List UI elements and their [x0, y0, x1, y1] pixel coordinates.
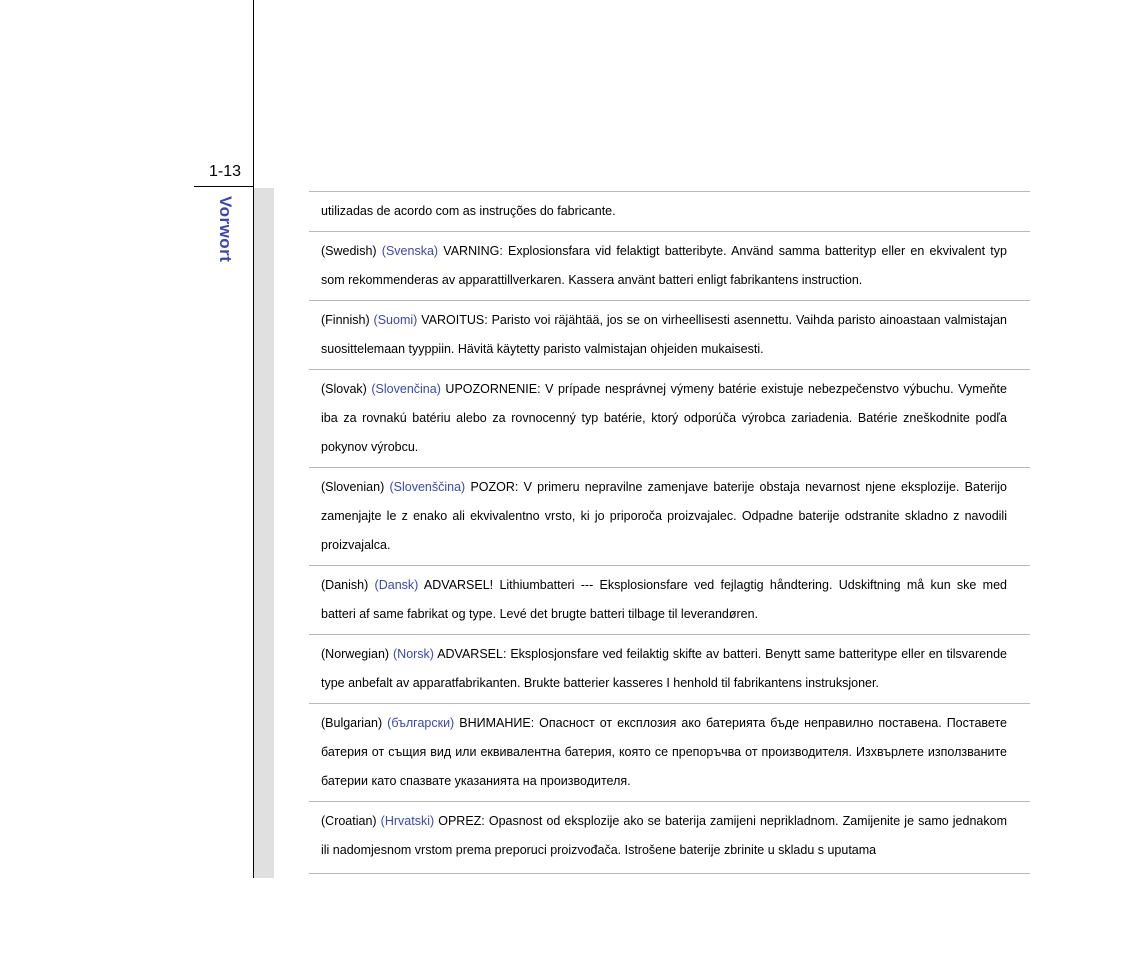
- native-language-name: (Dansk): [374, 578, 419, 592]
- warning-list: [309, 191, 1030, 874]
- language-name: (Slovenian): [321, 480, 385, 494]
- native-language-name: (Svenska): [381, 244, 439, 258]
- language-name: (Slovak): [321, 382, 367, 396]
- warning-text: VARNING: Explosionsfara vid felaktigt batteribyte. Använd samma batterityp eller en ekvivalent typ som rekommenderas av apparattillverkaren. Kassera använt batteri enligt fabrikantens instruction.: [321, 244, 1007, 287]
- warning-block: [309, 634, 1030, 703]
- warning-block: [309, 191, 1030, 231]
- warning-block: [309, 369, 1030, 467]
- warning-block: [309, 467, 1030, 565]
- warning-block: [309, 231, 1030, 300]
- warning-text: UPOZORNENIE: V prípade nesprávnej výmeny batérie existuje nebezpečenstvo výbuchu. Vymeňte iba za rovnakú batériu alebo za rovnocenný typ batérie, ktorý odporúča výrobca zariadenia. Batérie zneškodnite podľa pokynov výrobcu.: [321, 382, 1007, 454]
- warning-block: [309, 703, 1030, 801]
- warning-text: ADVARSEL: Eksplosjonsfare ved feilaktig skifte av batteri. Benytt same batteritype eller en tilsvarende type anbefalt av apparatfabrikanten. Brukte batterier kasseres I henhold til fabrikantens instruksjoner.: [321, 647, 1007, 690]
- page-number: 1-13: [209, 163, 242, 180]
- native-language-name: (български): [387, 716, 455, 730]
- warning-text: utilizadas de acordo com as instruções do fabricante.: [321, 204, 616, 218]
- language-name: (Croatian): [321, 814, 377, 828]
- language-name: (Bulgarian): [321, 716, 383, 730]
- language-name: (Danish): [321, 578, 369, 592]
- native-language-name: (Slovenčina): [371, 382, 441, 396]
- warning-block: [309, 565, 1030, 634]
- warning-block: [309, 300, 1030, 369]
- warning-text: VAROITUS: Paristo voi räjähtää, jos se on virheellisesti asennettu. Vaihda paristo ainoastaan valmistajan suosittelemaan tyyppiin. Hävitä käytetty paristo valmistajan ohjeiden mukaisesti.: [321, 313, 1007, 356]
- native-language-name: (Hrvatski): [380, 814, 435, 828]
- language-name: (Swedish): [321, 244, 377, 258]
- section-title: Vorwort: [216, 196, 235, 263]
- native-language-name: (Norsk): [393, 647, 434, 661]
- sidebar-shade: [254, 188, 274, 878]
- warning-text: ВНИМАНИЕ: Опасност от експлозия ако батерията бъде неправилно поставена. Поставете батерия от същия вид или еквивалентна батерия, която се препоръчва от производителя. Изхвърлете използваните батерии като спазвате указанията на производителя.: [321, 716, 1007, 788]
- language-name: (Norwegian): [321, 647, 390, 661]
- page-number-rule: [194, 186, 254, 187]
- warning-text: OPREZ: Opasnost od eksplozije ako se baterija zamijeni neprikladnom. Zamijenite je samo jednakom ili nadomjesnom vrstom prema preporuci proizvođača. Istrošene baterije zbrinite u skladu s uputama: [321, 814, 1007, 857]
- warning-block: [309, 801, 1030, 874]
- warning-text: ADVARSEL! Lithiumbatteri --- Eksplosionsfare ved fejlagtig håndtering. Udskiftning må kun ske med batteri af same fabrikat og type. Levé det brugte batteri tilbage til leverandøren.: [321, 578, 1007, 621]
- language-name: (Finnish): [321, 313, 370, 327]
- warning-text: POZOR: V primeru nepravilne zamenjave baterije obstaja nevarnost njene eksplozije. Baterijo zamenjajte le z enako ali ekvivalentno vrsto, ki jo priporoča proizvajalec. Odpadne baterije odstranite skladno z navodili proizvajalca.: [321, 480, 1007, 552]
- native-language-name: (Suomi): [373, 313, 418, 327]
- native-language-name: (Slovenščina): [389, 480, 466, 494]
